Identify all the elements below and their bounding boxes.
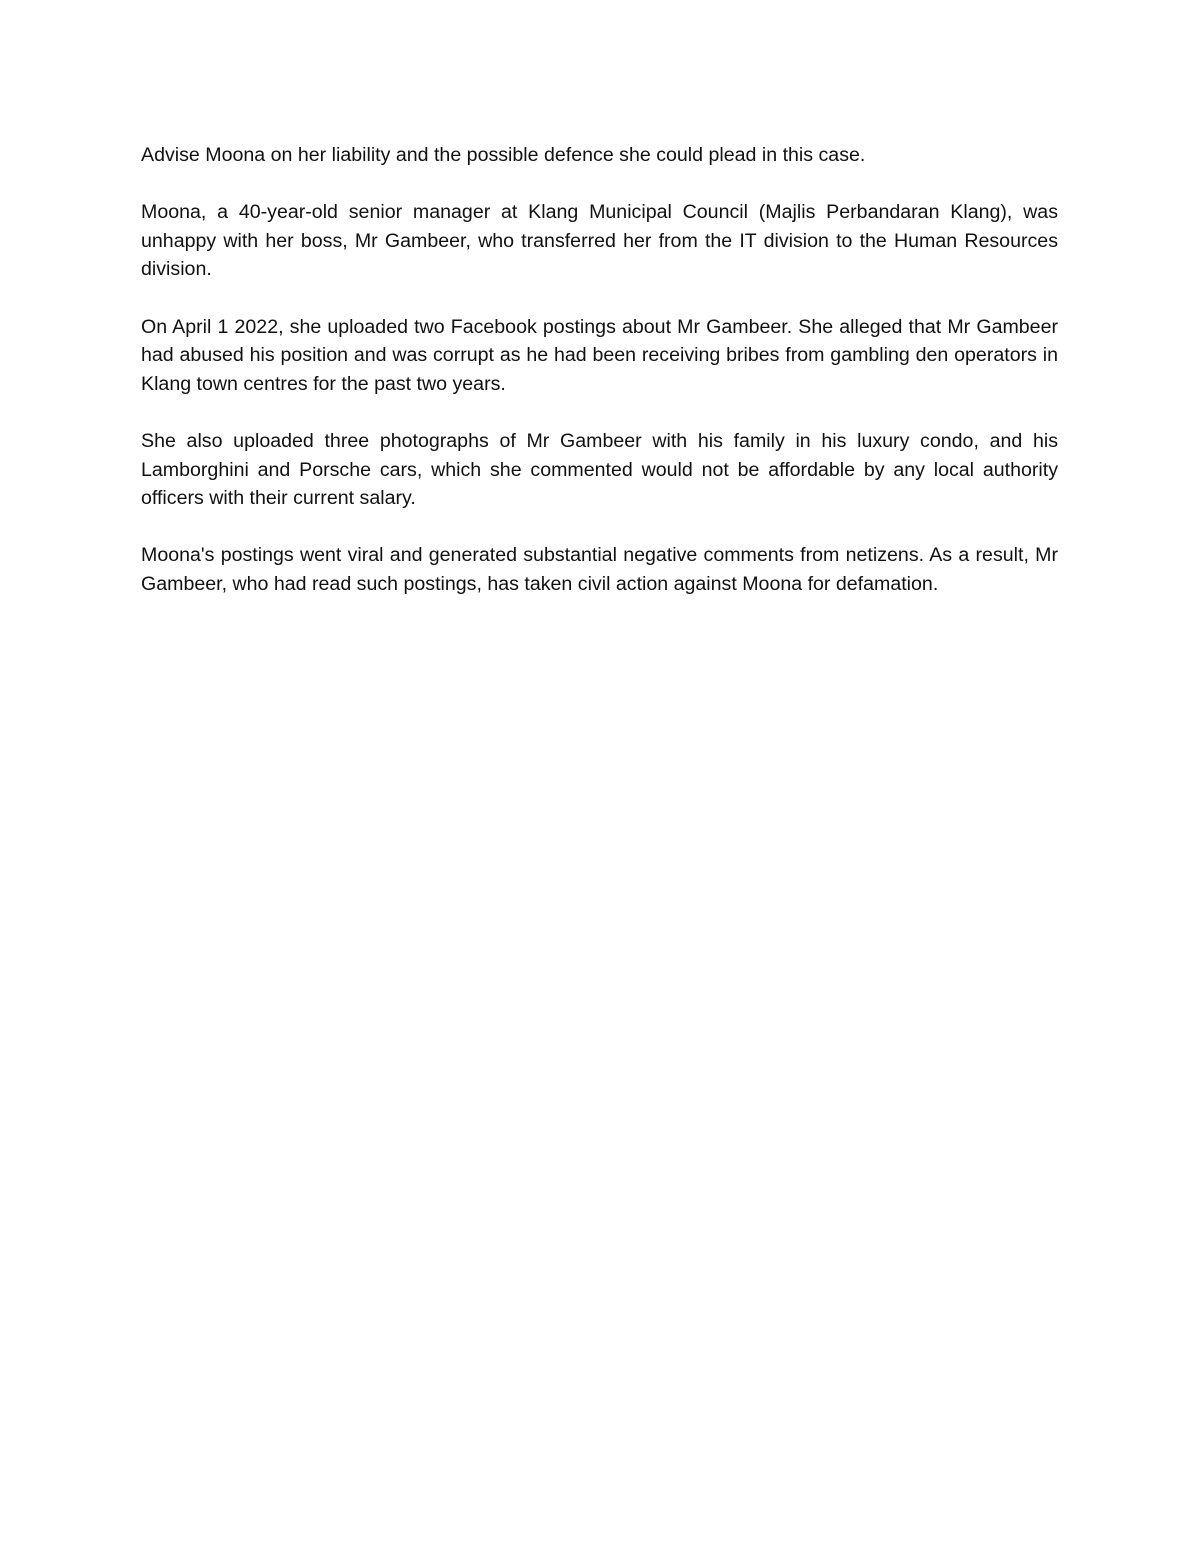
question-paragraph: Advise Moona on her liability and the possible defence she could plead in this case. bbox=[141, 144, 866, 166]
facts-paragraph-3: She also uploaded three photographs of Mr Gambeer with his family in his luxury condo, and his Lamborghini and Porsche cars, which she commented would not be affordable by any local authority officers with their current salary. bbox=[141, 429, 1058, 510]
document-body bbox=[141, 141, 1058, 599]
facts-paragraph-4: Moona's postings went viral and generated substantial negative comments from netizens. As a result, Mr Gambeer, who had read such postings, has taken civil action against Moona for defamation. bbox=[141, 544, 1058, 595]
facts-paragraph-1: Moona, a 40-year-old senior manager at Klang Municipal Council (Majlis Perbandaran Klang), was unhappy with her boss, Mr Gambeer, who transferred her from the IT division to the Human Resources division. bbox=[141, 201, 1058, 281]
facts-paragraph-2: On April 1 2022, she uploaded two Facebook postings about Mr Gambeer. She alleged that Mr Gambeer had abused his position and was corrupt as he had been receiving bribes from gambling den operators in Klang town centres for the past two years. bbox=[141, 315, 1058, 395]
